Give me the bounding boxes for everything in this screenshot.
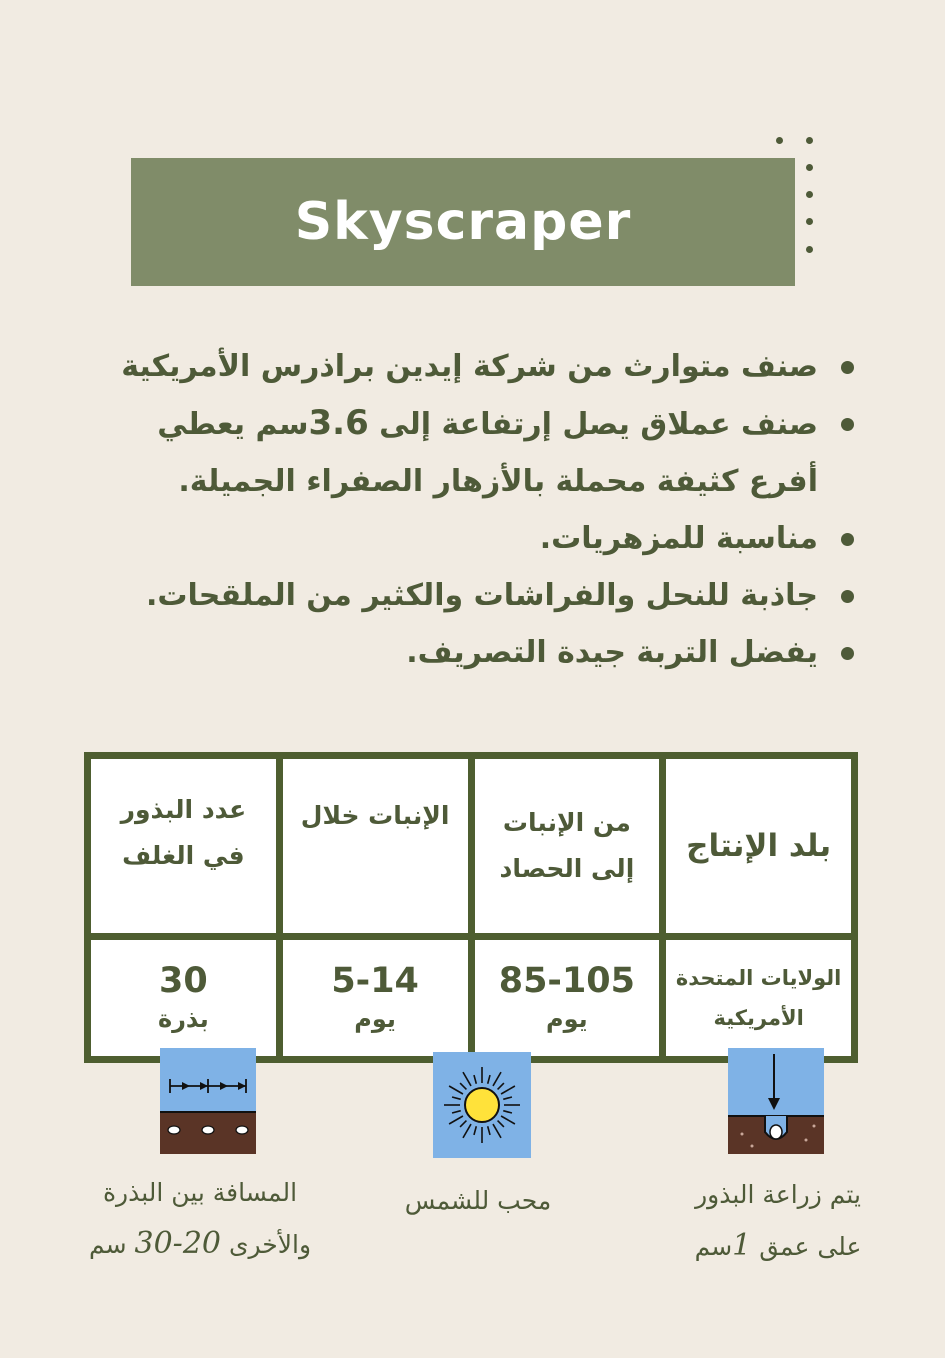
caption-seed-spacing: المسافة بين البذرة والأخرى 20-30 سم xyxy=(88,1178,312,1261)
header-seed-count: عدد البذور في الغلف xyxy=(91,759,276,933)
value-germination: 5-14 يوم xyxy=(283,940,468,1056)
value-country: الولايات المتحدة الأمريكية xyxy=(666,940,851,1056)
info-table xyxy=(84,752,858,1063)
seed-spacing-icon xyxy=(160,1048,256,1154)
title-band xyxy=(131,158,795,286)
feature-list xyxy=(90,338,860,681)
full-sun-icon xyxy=(433,1052,531,1158)
header-germination: الإنبات خلال xyxy=(283,759,468,933)
list-item: جاذبة للنحل والفراشات والكثير من الملقحات. xyxy=(90,567,860,624)
page-title: Skyscraper xyxy=(294,192,632,252)
planting-depth-icon xyxy=(728,1048,824,1154)
list-item: صنف عملاق يصل إرتفاعة إلى 3.6سم يعطي أفرع كثيفة محملة بالأزهار الصفراء الجميلة. xyxy=(90,395,860,510)
list-item: مناسبة للمزهريات. xyxy=(90,510,860,567)
header-country: بلد الإنتاج xyxy=(666,759,851,933)
caption-planting-depth: يتم زراعة البذور على عمق 1سم xyxy=(694,1180,862,1263)
table-header-row xyxy=(91,759,851,933)
value-seed-count: 30 بذرة xyxy=(91,940,276,1056)
value-harvest: 85-105 يوم xyxy=(475,940,660,1056)
header-harvest: من الإنبات إلى الحصاد xyxy=(475,759,660,933)
list-item: يفضل التربة جيدة التصريف. xyxy=(90,624,860,681)
caption-full-sun: محب للشمس xyxy=(404,1186,552,1215)
table-row xyxy=(91,940,851,1056)
list-item: صنف متوارث من شركة إيدين براذرس الأمريكية xyxy=(90,338,860,395)
